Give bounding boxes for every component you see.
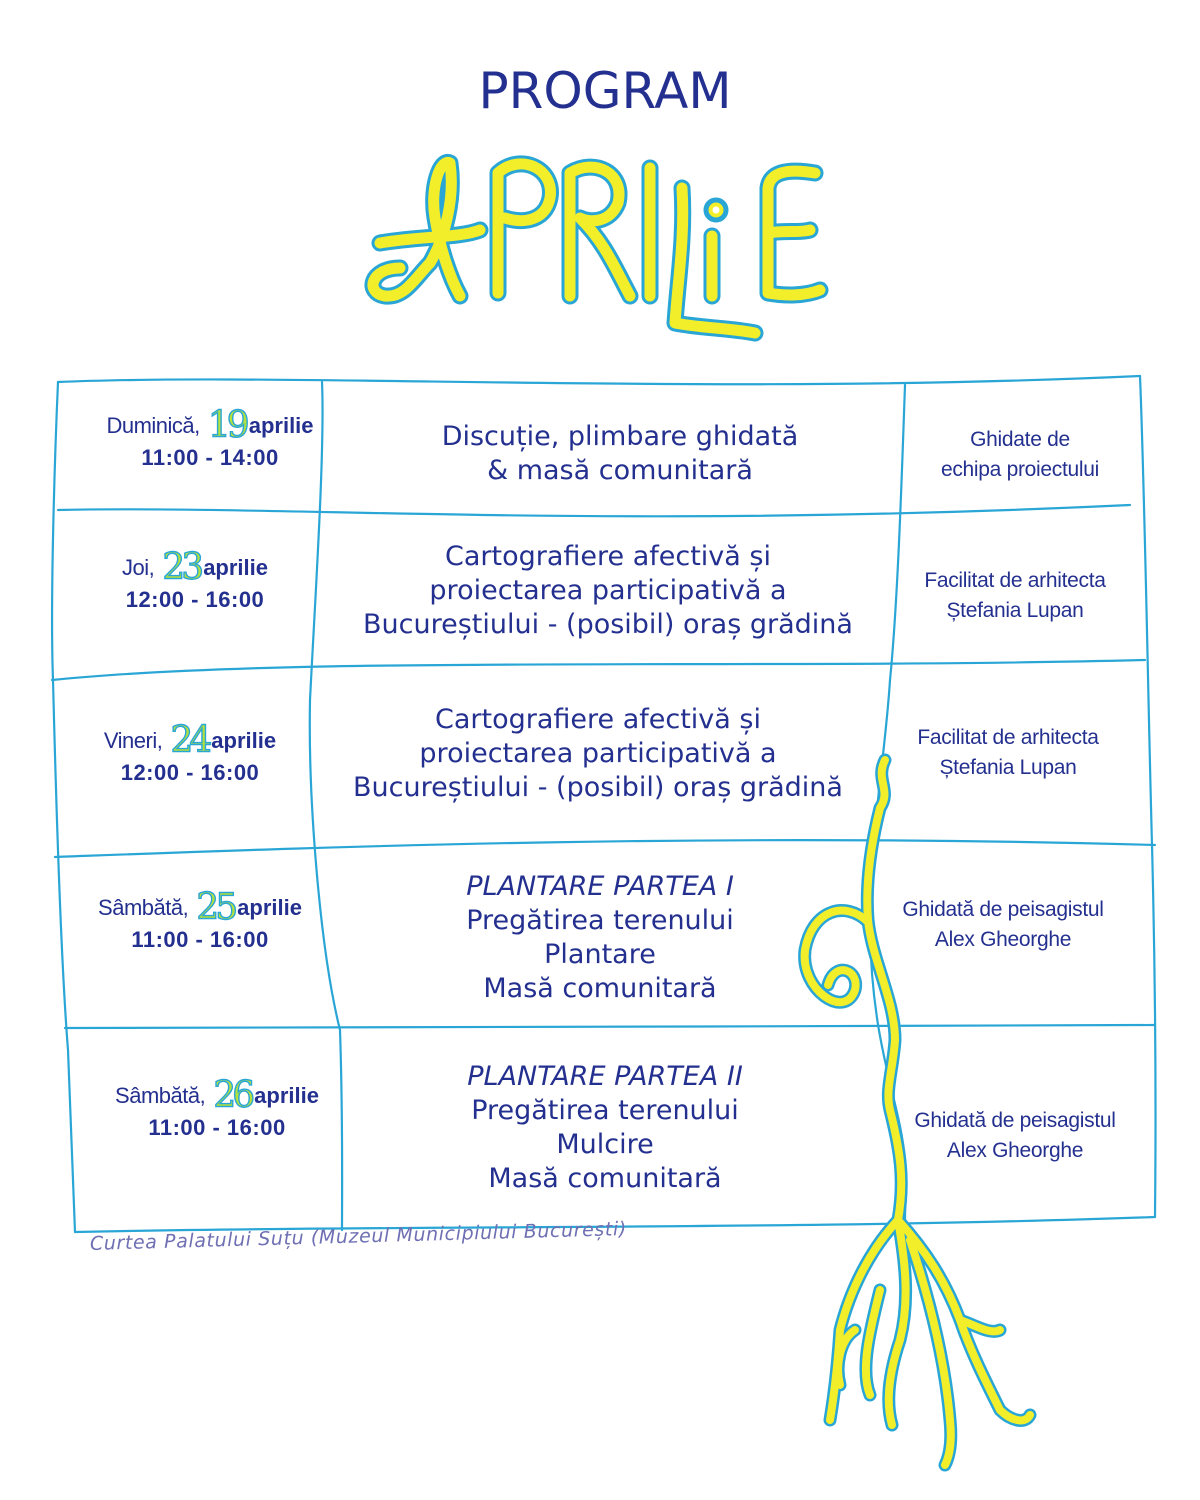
- activity-line: proiectarea participativă a: [429, 575, 787, 606]
- month-word: aprilie: [254, 1083, 319, 1108]
- guide-cell-row-1: [905, 425, 1135, 485]
- activity-line: & masă comunitară: [487, 455, 753, 486]
- day-name: Duminică,: [106, 413, 200, 438]
- guide-line: Ghidate de: [970, 428, 1070, 451]
- time-range: 11:00 - 14:00: [141, 445, 279, 470]
- date-line: [75, 405, 345, 446]
- activity-cell-row-3: [308, 703, 888, 805]
- date-line: [65, 887, 335, 928]
- activity-cell-row-5: [335, 1060, 875, 1196]
- activity-cell-row-1: [330, 420, 910, 488]
- time-range: 11:00 - 16:00: [148, 1115, 286, 1140]
- month-word: aprilie: [203, 555, 268, 580]
- activity-line: Cartografiere afectivă și: [435, 704, 761, 735]
- date-line: [55, 720, 325, 761]
- activity-line: Masă comunitară: [483, 973, 717, 1004]
- guide-line: Alex Gheorghe: [934, 928, 1072, 951]
- activity-line: Plantare: [544, 939, 656, 970]
- program-heading: PROGRAM: [478, 62, 732, 120]
- day-name: Sâmbătă,: [115, 1083, 206, 1108]
- time-range: 11:00 - 16:00: [131, 927, 269, 952]
- guide-cell-row-5: [890, 1106, 1140, 1166]
- venue-note: Curtea Palatului Suțu (Muzeul Municipiului București): [89, 1218, 628, 1255]
- time-range: 12:00 - 16:00: [120, 760, 260, 785]
- guide-line: Ghidată de peisagistul: [902, 898, 1104, 921]
- activity-cell-row-2: [318, 540, 898, 642]
- month-word: aprilie: [248, 413, 314, 438]
- activity-line: Bucureștiului - (posibil) oraș grădină: [363, 609, 853, 640]
- activity-line: Mulcire: [556, 1129, 654, 1160]
- guide-line: Alex Gheorghe: [946, 1139, 1084, 1162]
- guide-line: Ștefania Lupan: [939, 756, 1077, 779]
- guide-cell-row-4: [878, 895, 1128, 955]
- activity-cell-row-4: [330, 870, 870, 1006]
- activity-title: PLANTARE PARTEA II: [467, 1061, 743, 1092]
- activity-line: Discuție, plimbare ghidată: [441, 421, 799, 452]
- date-cell-row-3: [55, 720, 325, 789]
- activity-line: Pregătirea terenului: [471, 1095, 739, 1126]
- day-number: 26: [213, 1075, 252, 1116]
- activity-line: Cartografiere afectivă și: [445, 541, 771, 572]
- date-cell-row-1: [75, 405, 345, 474]
- date-cell-row-5: [82, 1075, 352, 1144]
- day-name: Joi,: [122, 555, 155, 580]
- day-name: Vineri,: [103, 728, 163, 753]
- activity-line: Pregătirea terenului: [466, 905, 734, 936]
- guide-line: Facilitat de arhitecta: [917, 726, 1099, 749]
- date-cell-row-2: [60, 547, 330, 616]
- month-word: aprilie: [211, 728, 277, 753]
- time-range: 12:00 - 16:00: [125, 587, 265, 612]
- date-cell-row-4: [65, 887, 335, 956]
- day-number: 25: [196, 887, 235, 928]
- guide-cell-row-2: [895, 566, 1135, 626]
- date-line: [60, 547, 330, 588]
- date-line: [82, 1075, 352, 1116]
- activity-line: Bucureștiului - (posibil) oraș grădină: [353, 772, 843, 803]
- day-number: 19: [207, 405, 246, 446]
- guide-cell-row-3: [888, 723, 1128, 783]
- activity-line: Masă comunitară: [488, 1163, 722, 1194]
- month-word: aprilie: [237, 895, 302, 920]
- guide-line: Ștefania Lupan: [946, 599, 1084, 622]
- guide-line: Facilitat de arhitecta: [924, 569, 1106, 592]
- activity-title: PLANTARE PARTEA I: [466, 871, 734, 902]
- day-name: Sâmbătă,: [98, 895, 189, 920]
- day-number: 23: [162, 547, 201, 588]
- activity-line: proiectarea participativă a: [419, 738, 777, 769]
- guide-line: echipa proiectului: [940, 458, 1100, 481]
- day-number: 24: [170, 720, 209, 761]
- guide-line: Ghidată de peisagistul: [914, 1109, 1116, 1132]
